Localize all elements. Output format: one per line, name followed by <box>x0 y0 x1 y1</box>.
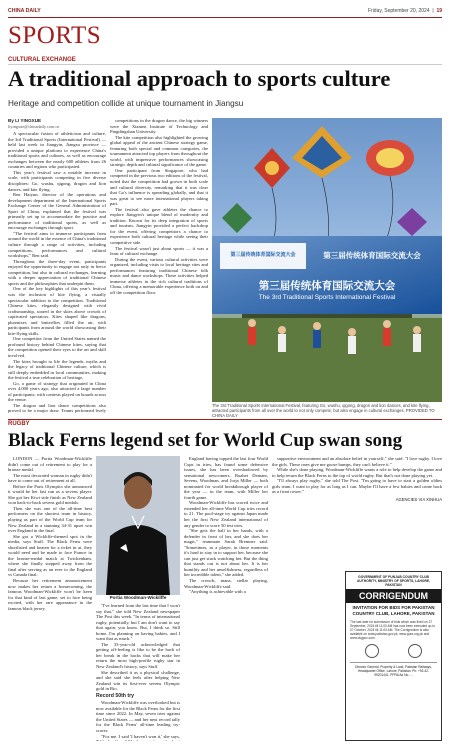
player-photo <box>96 456 180 595</box>
rugby-col3-body <box>184 456 268 595</box>
rugby-rule <box>8 419 442 420</box>
feature-headline: A traditional approach to sports culture <box>8 66 391 91</box>
byline: By LI YINGXUE <box>8 118 42 123</box>
emblem-icon <box>408 644 422 658</box>
article-paragraph: The festival also gave athletes the chance to explore Jiangyin's unique blend of modernity and tradition. Known for its deep integration of sports and tourism, Jiangyin provided a perfect backdrop for the event, offering competitors a chance to experience both cultural heritage while seeing their competitive side. <box>110 206 208 246</box>
kicker-rule <box>8 64 442 65</box>
rugby-subhead: Record 50th try <box>96 692 135 699</box>
article-paragraph: The kites brought to life the legends, myths and the legacy of traditional Chinese culture, which is still deeply embedded in local communities, making the festival a true celebration of heritage. <box>8 358 106 381</box>
ad-body: The last date for submission of bids which was fixed on 27 September, 2024 till 11:00 AM has now been extended up to 07 October, 2024 till 11:00 AM. The Corrigendum is also available on www.pakistan.gov.pk, www.ppra.org.pk and www.dsgpcc.com. <box>350 620 435 641</box>
byline-email: liyingxue@chinadaily.com.cn <box>8 123 60 129</box>
article-paragraph: The kite competition also highlighted the growing global appeal of the ancient Chinese strategy game, featuring both special and common categories, the tournament attracted top players from throughout the world, with impressive performances showcasing strategic depth and cultural significance of the game. <box>110 134 208 168</box>
stage-banner-top: 第三届传统体育国际交流大会 <box>323 251 421 260</box>
rugby-credit: AGENCIES VIA XINHUA <box>395 496 442 502</box>
seal-icon <box>365 644 379 658</box>
article-paragraph: She got a Wickliffe-themed spot in the media, says Stuff. The Black Ferns were shortlisted and beaten for a ticket in at, they would need and be made to face France in the bronze-medal match at Twickenham, where she finally stepped away from the final after serving as an ever to the England vs Canada final. <box>8 533 92 578</box>
rugby-col2-body <box>96 603 180 692</box>
rugby-column-2 <box>96 603 180 741</box>
article-paragraph: Then she was one of the all-time best performers on the shortest team in history, playing as part of the World Cup team for New Zealand in a stunning 34-31 upset win over England in the final. <box>8 505 92 534</box>
article-paragraph: While she's done playing, Woodman-Wickliffe wants a role to help develop the game and to help return the Black Ferns to the top of world rugby. But that's not done playing yet. <box>272 467 442 478</box>
ad-invitation: INVITATION FOR BIDS FOR PAKISTAN COUNTRY CLUB, LAHORE, PAKISTAN <box>352 605 435 616</box>
article-paragraph: The most decorated woman in rugby didn't have to come out of retirement at all. <box>8 472 92 484</box>
feature-column-1 <box>8 118 106 414</box>
feature-col1-body <box>8 131 106 414</box>
rugby-col1-body <box>8 456 92 611</box>
player-illustration <box>96 456 180 595</box>
rugby-kicker: RUGBY <box>8 421 30 427</box>
article-paragraph: "For me, I said 'I haven't won it,' she says, <box>101 733 180 739</box>
feature-col2-body <box>110 118 208 296</box>
article-paragraph: Throughout the three-day event, participants enjoyed the opportunity to engage not only in fierce competition, but also in cultural exchanges, learning with a deeper appreciation of traditional Chinese sports and the philosophies that underpin them. <box>8 258 106 286</box>
section-title: SPORTS <box>8 22 102 49</box>
ad-title: CORRIGENDUM <box>346 589 441 603</box>
article-paragraph: England having topped the last four World Cups in tries, has found some defensive issues, she has been overshadowed by sensational newcomers. Ruahei Demant, Sevens, Woodman, and Jorja Miller — both nominated for world breakthrough player of the year — in the team, with Miller her fourth game. <box>184 456 268 500</box>
masthead <box>8 6 442 16</box>
feature-column-2 <box>110 118 208 414</box>
article-paragraph: Go, a game of strategy that originated in China over 4,000 years ago, also attracted a large number of participants, with contests played on boards across the venue. <box>8 380 106 403</box>
article-paragraph: "She gets the ball in her hands, with a defender in front of her, and she does her magic," teammate Sarah Bremner said. "Sometimes, as a player, in those moments it's hard to stay in to support her, because she can just get stuck watching her. But the thing that stands out is not about her. It is her humility and her unselfishness, regardless of her incredible talent," she added. <box>184 528 268 578</box>
article-paragraph: Because her retirement announcement now makes her return a homecoming, the famous Woodman-Wickliffe won't be keen for that kind of last game, set to face being excited, with her rare appearance in the famous black jersey. <box>8 578 92 611</box>
article-paragraph: "The festival aims to immerse participants from around the world in the essence of China's traditional culture through a range of activities, including competitions, performances and cultural workshops," Ren said. <box>8 230 106 259</box>
paper-name: CHINA DAILY <box>8 8 41 14</box>
article-paragraph: During the event, various cultural activities were organized, including visits to local heritage sites and performances featuring traditional Chinese folk music and dance workshops. These activities helped immerse athletes in the rich cultural traditions of China, offering a memorable experience both on and off the competition floor. <box>110 256 208 295</box>
rugby-column-4 <box>272 456 442 568</box>
kite-icon <box>292 126 352 248</box>
article-paragraph: The dragon and lion dance competitions also proved to be a major draw. Teams performed lively <box>8 402 106 414</box>
ad-footer: Director General, Property & Land, Pakistan Railways, Headquarter Office, Lahore, Pakistan. Ph: +92-42-99201441. PPRA Ad No. ... <box>350 662 437 679</box>
article-paragraph: supportive environment and an absolute belief in yourself," she said. "I love rugby. I love the girls. These ones give me goose bumps, they can't believe it." <box>272 456 442 467</box>
masthead-rule <box>8 17 442 18</box>
stage-banner-english: The 3rd Traditional Sports International Festival <box>258 294 396 301</box>
feature-subhead: Heritage and competition collide at unique tournament in Jiangsu <box>8 99 244 108</box>
article-paragraph: LONDON — Portia Woodman-Wickliffe didn't come out of retirement to play for a bronze medal. <box>8 456 92 473</box>
masthead-right: Friday, September 20, 2024 | 19 <box>367 8 442 14</box>
article-paragraph: "I've learned from the last time that I won't say that," she told New Zealand newspaper The Post this week. "In terms of international rugby, potentially, but I am don't want to say that again, you know. But, I think so. Still home, I'm planning on having babies, and I want that as much." <box>96 603 180 642</box>
stage-banner-main: 第三届传统体育国际交流大会 <box>258 280 396 292</box>
article-paragraph: One of the key highlights of this year's festival was the inclusion of kite flying, a visually spectacular addition to the competition. Traditional Chinese kites, elegantly designed with vivid craftsmanship, soared in the skies above crowds of captivated spectators. Kites shaped like dragons, phoenixes and butterflies filled the air, with participants from around the world showcasing their kite-flying skills. <box>8 286 106 336</box>
article-paragraph: Woodman-Wickliffe has scored twice and extended her all-time World Cup tries record to 21. The pool-stage try against Japan made her the first New Zealand international of any gender to score 50 test tries. <box>184 500 268 528</box>
article-paragraph: This year's festival saw a notable increase in scale, with participants competing in five diverse disciplines: Go, wushu, qigong, dragon and lion dances, and kite flying. <box>8 169 106 192</box>
page-number: 19 <box>436 8 442 14</box>
ad-issuer: GOVERNMENT OF PUNJAB COUNTRY CLUB AUTHORITY, MINISTRY OF SPORTS, LAHORE, PAKISTAN <box>357 575 430 587</box>
feature-kicker: CULTURAL EXCHANGE <box>8 57 76 63</box>
article-paragraph: "I'll always play rugby," she told The Post. "I'm going to have to start a golden oldies girls team. I want to play for as long as I can. Maybe I'll have a few babies and come back as a front rower." <box>272 478 442 495</box>
article-paragraph: Before the Paris Olympics she announced it would be her last run as a sevens player. She got her Kiwi side finish as New Zealand won back-to-back sevens gold medals. <box>8 483 92 506</box>
rugby-col2b-body <box>96 700 180 741</box>
rugby-headline: Black Ferns legend set for World Cup swan song <box>8 430 403 451</box>
edition-date: Friday, September 20, 2024 <box>367 8 430 14</box>
photo-caption: The 3rd Traditional Sports International Festival, featuring Go, wushu, qigong, dragon and lion dances, and kite flying, attracted participants from all over the world to not only compete, but also engage in cultural exchanges. PROVIDED TO CHINA DAILY <box>212 403 435 418</box>
article-paragraph: She described it as a physical challenge, and she said she feels after helping New Zealand win its first-ever sevens Olympic gold in Rio. <box>96 669 180 692</box>
rugby-column-3 <box>184 456 268 741</box>
article-paragraph: A spectacular fusion of athleticism and culture, the 3rd Traditional Sports (International Festival) — held last week in Jiangyin, Jiangsu province — provided a unique platform to experience China's traditional sports and cultures, as well as encourage exchanges between the nearly 600 athletes from 26 countries and regions who participated. <box>8 131 106 170</box>
article-paragraph: Ren Haiyun, director of the operations and development department of the International Sports Exchange Center of the General Administration of Sport of China, explained that the festival was primarily set up to accommodate the practice and performance of traditional sports, as well as encourage exchanges through sport. <box>8 192 106 231</box>
performers <box>242 314 412 318</box>
kite-icon <box>222 203 427 236</box>
player-caption: Portia Woodman-Wickliffe <box>109 595 167 600</box>
rugby-col4-body <box>272 456 442 495</box>
article-paragraph: "Anything is achievable with a <box>189 589 246 595</box>
corrigendum-ad <box>345 571 442 741</box>
festival-photo <box>212 118 442 402</box>
article-paragraph: The festival wasn't just about sports — it was a feast of cultural exchange. <box>110 245 208 257</box>
article-paragraph: Woodman-Wickliffe was overlooked but is now available for the Black Ferns for the first time since 2022. In May, seven tries against the United States — and her next record tally for the Black Ferns' all-time leading try-scorer. <box>96 700 180 734</box>
article-paragraph: One participant from Singapore, who had competed in the previous two editions of the festival, noted that the competition had grown in both scale and cultural diversity, remarking that it was clear that Go's influence is spreading globally, and that it was great to see more international players taking part. <box>110 167 208 207</box>
article-paragraph: The 33-year-old acknowledged that getting off-feeling is like to be the back of her break in the backs that will make her return the most high-profile rugby star in New Zealand's history, says Stuff. <box>96 641 180 670</box>
rugby-column-1 <box>8 456 92 741</box>
ad-logos <box>346 642 441 660</box>
side-banner-text: 第三届传统体育国际交流大会 <box>230 252 296 258</box>
article-paragraph: The crowds, mana, stellar playing, Woodman-Wickliffe said. <box>184 578 268 589</box>
article-paragraph: competitions in the dragon dance, the big winners were the Xiamen Institute of Technology and Pingdingshan University. <box>110 118 208 135</box>
ground <box>212 318 442 402</box>
article-paragraph: One competitor from the United States named the profound history behind Chinese kites, saying that the competition opened their eyes to the art and skill involved. <box>8 336 106 358</box>
